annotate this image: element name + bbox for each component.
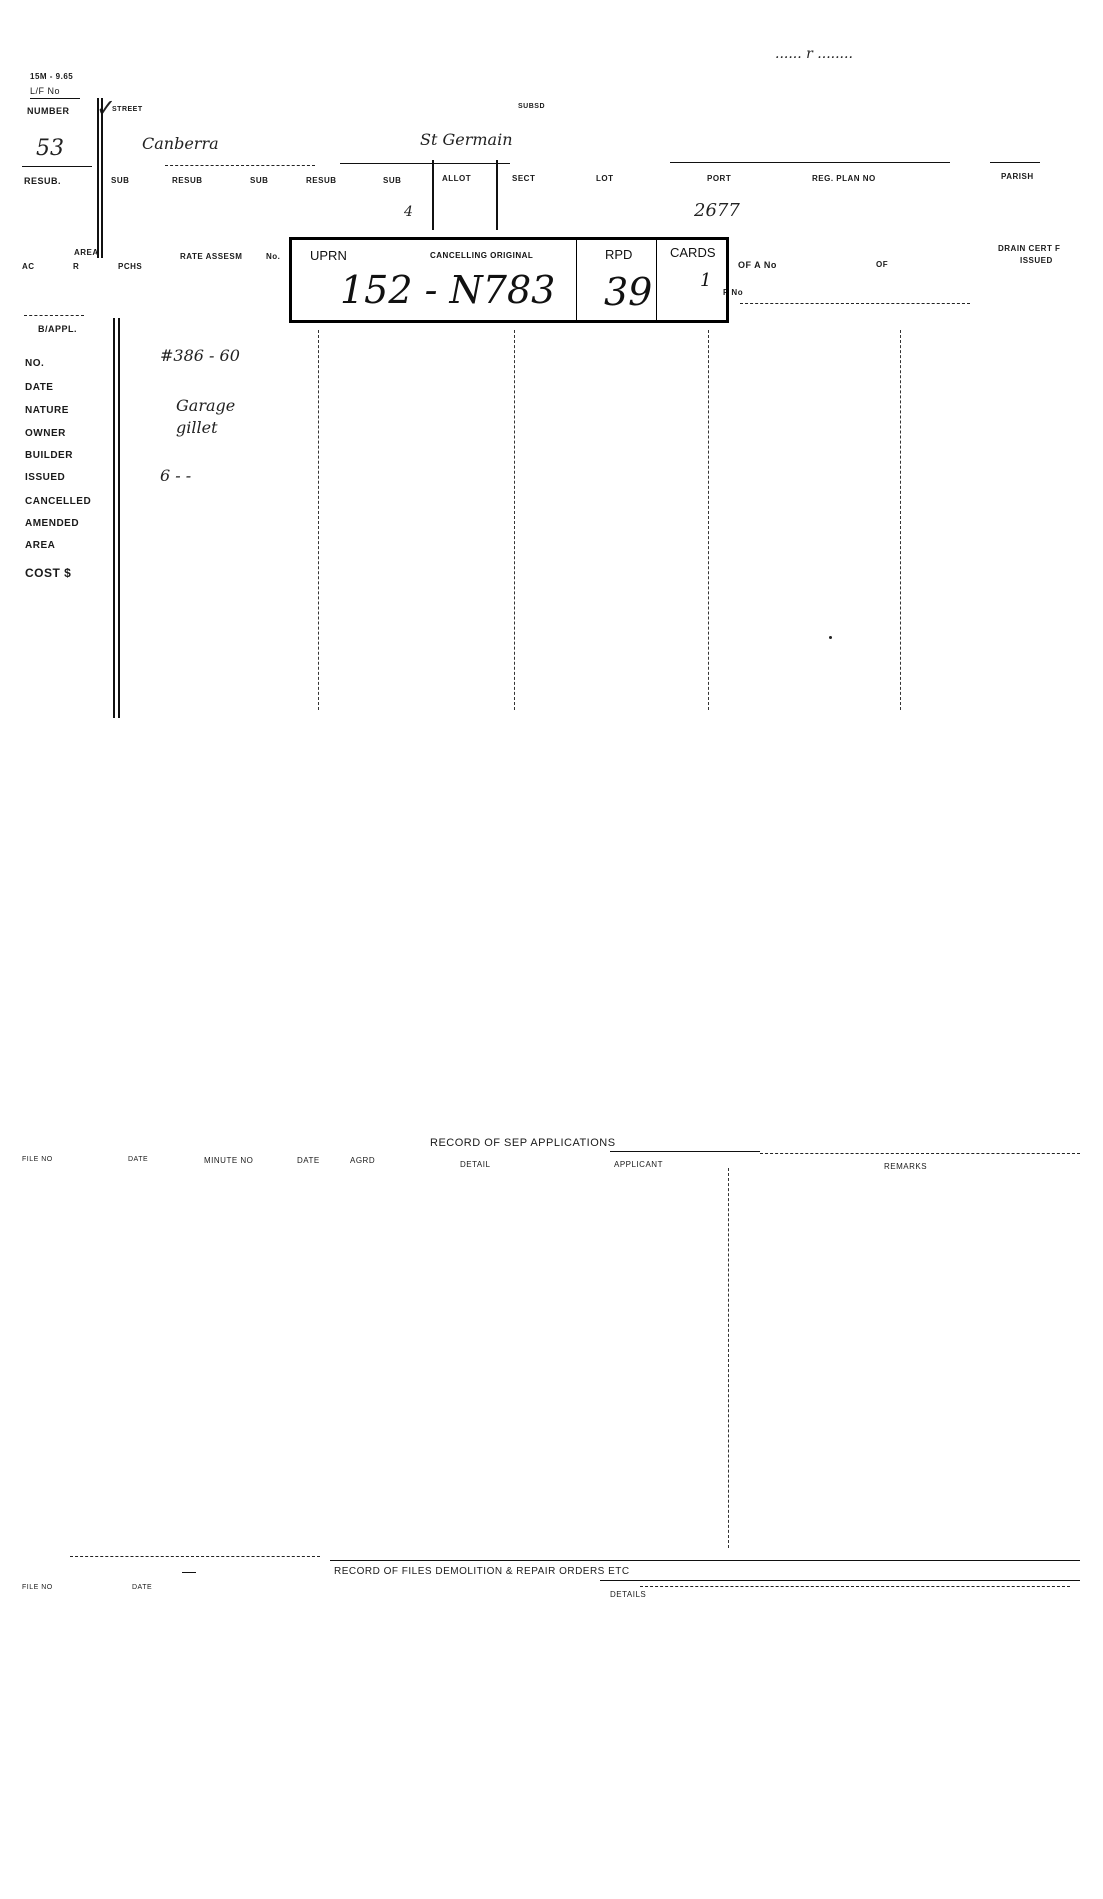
record-col-applicant: APPLICANT bbox=[614, 1160, 663, 1169]
uprn-label: UPRN bbox=[310, 248, 347, 263]
header-rule-mid bbox=[340, 163, 510, 164]
number-label: NUMBER bbox=[27, 106, 70, 116]
number-underline bbox=[22, 166, 92, 167]
stray-mark bbox=[829, 636, 832, 639]
sub-label-1: SUB bbox=[111, 176, 130, 185]
record-col-detail: DETAIL bbox=[460, 1160, 491, 1169]
of-a-dash bbox=[740, 303, 970, 304]
lot-label: LOT bbox=[596, 174, 614, 183]
form-code: 15M - 9.65 bbox=[30, 72, 74, 81]
bappl-divider-2 bbox=[118, 318, 120, 718]
sect-label: SECT bbox=[512, 174, 536, 183]
top-right-scrawl: ...... r ........ bbox=[775, 46, 853, 62]
record-col-remarks: REMARKS bbox=[884, 1162, 928, 1171]
cards-label: CARDS bbox=[670, 245, 716, 260]
sub-value: 4 bbox=[404, 204, 413, 220]
resub-label-3: RESUB bbox=[306, 176, 337, 185]
record-col-file-no: FILE NO bbox=[22, 1156, 53, 1163]
files-col-file-no: FILE NO bbox=[22, 1584, 53, 1591]
bappl-amended-label: AMENDED bbox=[25, 518, 80, 529]
bappl-issued-label: ISSUED bbox=[25, 472, 66, 483]
record-rule-1 bbox=[610, 1151, 760, 1152]
cards-value: 1 bbox=[700, 270, 712, 291]
port-value: 2677 bbox=[694, 200, 740, 221]
col-rule-3 bbox=[708, 330, 709, 710]
resub-label-2: RESUB bbox=[172, 176, 203, 185]
files-rule-under-title bbox=[600, 1580, 1080, 1581]
bappl-no-value: #386 - 60 bbox=[160, 346, 240, 365]
cancelling-label: CANCELLING ORIGINAL bbox=[430, 251, 534, 260]
bappl-owner-value: gillet bbox=[176, 418, 218, 437]
bappl-rule bbox=[24, 315, 84, 316]
bappl-nature-label: NATURE bbox=[25, 405, 69, 416]
bappl-cancelled-label: CANCELLED bbox=[25, 496, 92, 507]
files-col-details: DETAILS bbox=[610, 1590, 647, 1599]
bappl-no-label: NO. bbox=[25, 358, 45, 369]
record-section-title: RECORD OF SEP APPLICATIONS bbox=[430, 1137, 616, 1149]
street-value: Canberra bbox=[142, 134, 219, 153]
no-label: No. bbox=[266, 252, 281, 261]
p-no-label: P No bbox=[723, 288, 744, 297]
bappl-issued-value: 6 - - bbox=[160, 466, 192, 485]
port-label: PORT bbox=[707, 174, 732, 183]
col-rule-1 bbox=[318, 330, 319, 710]
drain-issued-label: ISSUED bbox=[1020, 256, 1053, 265]
area-label: AREA bbox=[74, 248, 99, 257]
bappl-title: B/APPL. bbox=[38, 324, 78, 334]
allot-divider bbox=[432, 160, 434, 230]
col-rule-2 bbox=[514, 330, 515, 710]
sub-label-3: SUB bbox=[383, 176, 402, 185]
files-col-date: DATE bbox=[132, 1584, 153, 1591]
record-col-minute-no: MINUTE NO bbox=[204, 1156, 254, 1165]
rpd-label: RPD bbox=[605, 247, 633, 262]
uprn-stamp bbox=[289, 237, 729, 323]
header-rule-left bbox=[165, 165, 315, 166]
ac-label: AC bbox=[22, 262, 35, 271]
bappl-nature-value: Garage bbox=[176, 396, 236, 415]
left-margin-rule-2 bbox=[101, 98, 103, 258]
r-label: R bbox=[73, 262, 80, 271]
sub-label-2: SUB bbox=[250, 176, 269, 185]
uprn-value: 152 - N783 bbox=[340, 268, 556, 312]
record-col-agrd: AGRD bbox=[350, 1156, 376, 1165]
pchs-label: PCHS bbox=[118, 262, 143, 271]
bappl-date-label: DATE bbox=[25, 382, 54, 393]
of-a-no-label: OF A No bbox=[738, 260, 777, 270]
files-rule-right bbox=[330, 1560, 1080, 1561]
bappl-area-label: AREA bbox=[25, 540, 56, 551]
bappl-owner-label: OWNER bbox=[25, 428, 66, 439]
resub-label-1: RESUB. bbox=[24, 176, 62, 186]
rpd-value: 39 bbox=[604, 270, 653, 314]
header-rule-right bbox=[670, 162, 950, 163]
tick-mark: ✓ bbox=[96, 94, 117, 122]
subsd-label: SUBSD bbox=[518, 103, 546, 110]
subsd-value: St Germain bbox=[420, 130, 513, 149]
parish-label: PARISH bbox=[1001, 172, 1034, 181]
record-col-date-1: DATE bbox=[128, 1156, 149, 1163]
header-rule-parish bbox=[990, 162, 1040, 163]
bappl-builder-label: BUILDER bbox=[25, 450, 73, 461]
stamp-divider-2 bbox=[656, 240, 657, 320]
allot-label: ALLOT bbox=[442, 174, 472, 183]
number-value: 53 bbox=[36, 136, 64, 161]
of-label: OF bbox=[876, 260, 889, 269]
col-rule-4 bbox=[900, 330, 901, 710]
sect-divider bbox=[496, 160, 498, 230]
record-rule-2 bbox=[760, 1153, 1080, 1154]
files-rule-left bbox=[70, 1556, 320, 1557]
reg-plan-label: REG. PLAN NO bbox=[812, 174, 876, 183]
rate-assessment-label: RATE ASSESM bbox=[180, 252, 243, 261]
lf-no-underline bbox=[30, 98, 80, 99]
street-label: STREET bbox=[112, 106, 143, 113]
bappl-divider-1 bbox=[113, 318, 115, 718]
record-col-date-2: DATE bbox=[297, 1156, 320, 1165]
left-margin-rule bbox=[97, 98, 99, 258]
files-rule-small bbox=[182, 1572, 196, 1573]
bappl-cost-label: COST $ bbox=[25, 566, 72, 580]
lf-no-label: L/F No bbox=[30, 86, 61, 96]
drain-cert-label: DRAIN CERT F bbox=[998, 244, 1061, 253]
files-rule-under-2 bbox=[640, 1586, 1070, 1587]
files-section-title: RECORD OF FILES DEMOLITION & REPAIR ORDERS ETC bbox=[334, 1566, 630, 1577]
stamp-divider-1 bbox=[576, 240, 577, 320]
record-col-rule bbox=[728, 1168, 729, 1548]
